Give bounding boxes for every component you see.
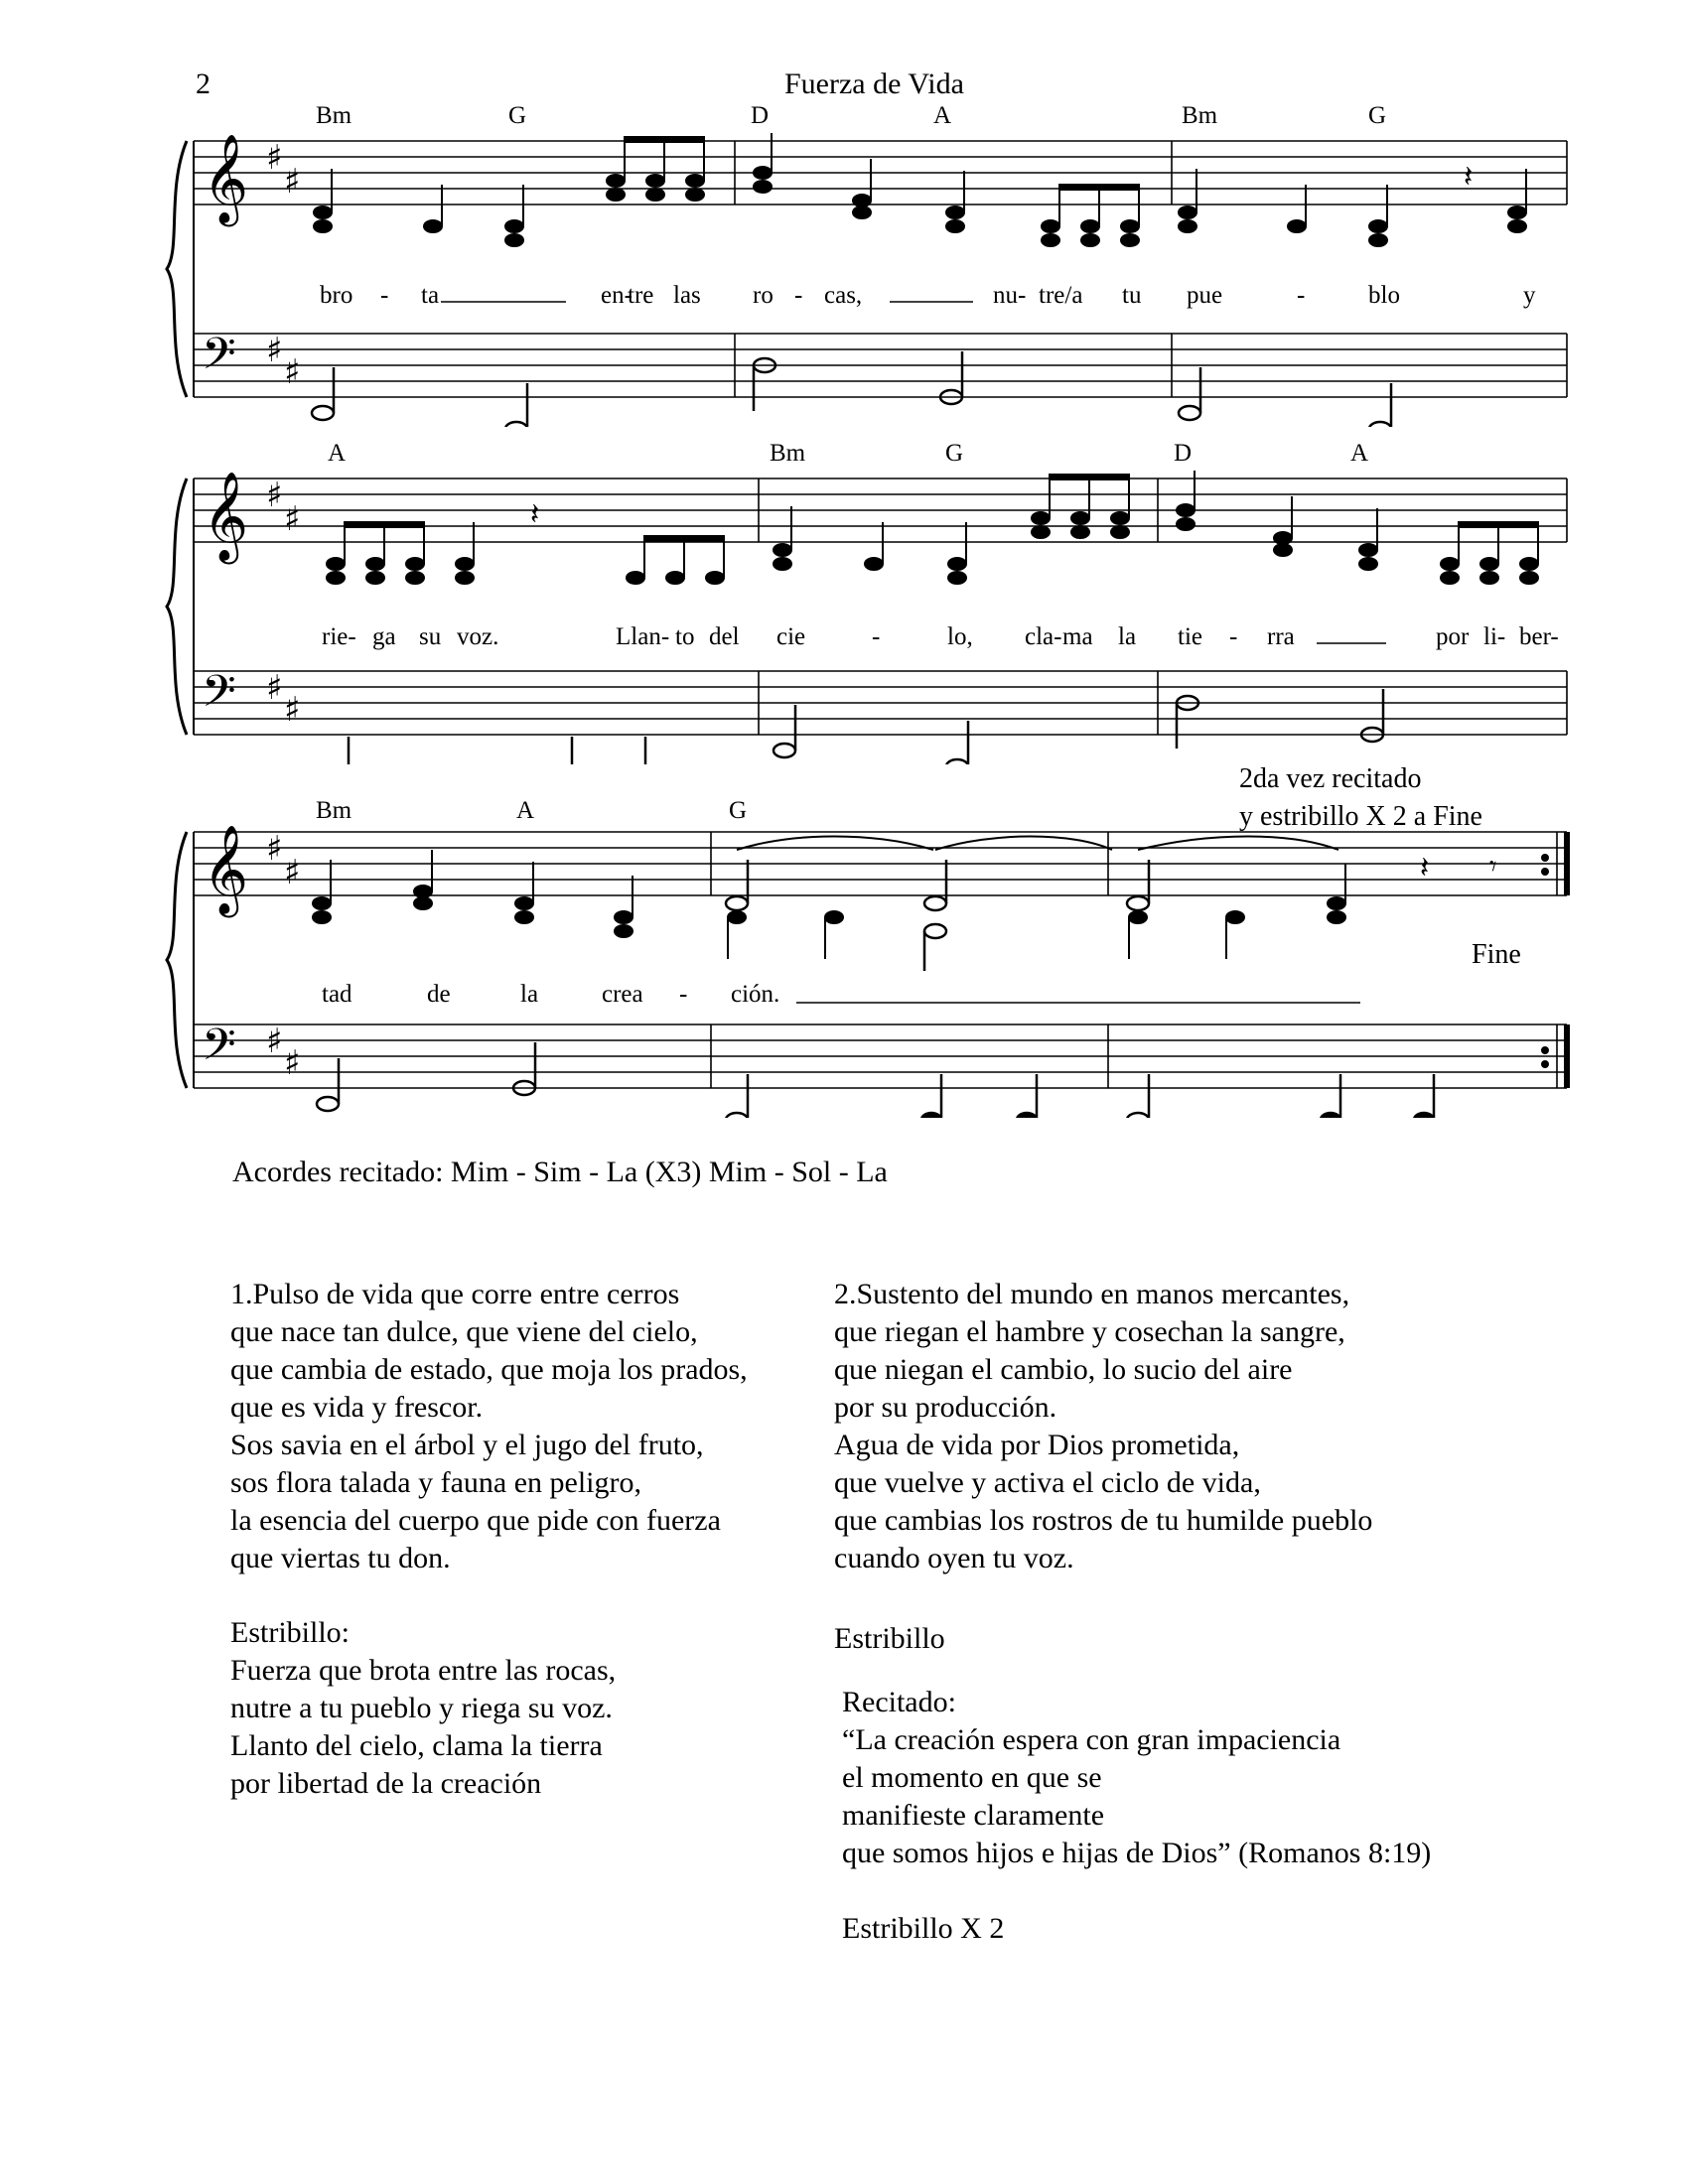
svg-text:𝄽: 𝄽: [1420, 851, 1430, 886]
lyric-syllable: pue: [1187, 282, 1223, 309]
chord-symbol: Bm: [1182, 102, 1218, 129]
lyric-syllable: cla-: [1025, 623, 1062, 650]
lyric-syllable: las: [673, 282, 701, 309]
lyric-syllable: -: [1297, 282, 1306, 309]
chord-symbol: Bm: [316, 102, 352, 129]
lyric-syllable: ber-: [1519, 623, 1559, 650]
performance-note: 2da vez recitado: [1239, 763, 1422, 794]
verse-line: sos flora talada y fauna en peligro,: [230, 1466, 642, 1499]
song-title: Fuerza de Vida: [784, 68, 964, 100]
melisma-lines: [0, 635, 1688, 649]
lyric-syllable: -: [794, 282, 803, 309]
verse-line: 2.Sustento del mundo en manos mercantes,: [834, 1278, 1350, 1310]
verse-line: Agua de vida por Dios prometida,: [834, 1429, 1240, 1461]
fine-marking: Fine: [1472, 939, 1521, 970]
lyric-syllable: de: [427, 981, 451, 1008]
recitado-line: el momento en que se: [842, 1761, 1102, 1794]
svg-text:𝄾: 𝄾: [1489, 850, 1497, 883]
verse-line: que riegan el hambre y cosechan la sangre,: [834, 1315, 1345, 1348]
chorus-line: Llanto del cielo, clama la tierra: [230, 1729, 603, 1762]
grand-staff: [0, 820, 1688, 1118]
lyric-syllable: voz.: [457, 623, 499, 650]
lyric-syllable: tad: [322, 981, 352, 1008]
lyric-syllable: cie: [776, 623, 806, 650]
lyric-syllable: -: [679, 981, 688, 1008]
lyric-syllable: tu: [1122, 282, 1142, 309]
lyric-syllable: blo: [1368, 282, 1400, 309]
lyric-syllable: -: [872, 623, 881, 650]
treble-clef-icon: 𝄞: [203, 134, 249, 223]
grand-staff: [0, 467, 1688, 764]
chorus-label: Estribillo:: [230, 1616, 350, 1649]
chord-symbol: A: [1350, 440, 1369, 467]
svg-text:♯: ♯: [284, 499, 301, 539]
chord-symbol: A: [328, 440, 347, 467]
verse-line: la esencia del cuerpo que pide con fuerza: [230, 1504, 721, 1537]
chorus-line: nutre a tu pueblo y riega su voz.: [230, 1692, 613, 1724]
final-instruction: Estribillo X 2: [842, 1912, 1005, 1945]
lyric-syllable: lo,: [947, 623, 973, 650]
verse-line: que es vida y frescor.: [230, 1391, 484, 1424]
lyric-syllable: li-: [1483, 623, 1506, 650]
lyric-syllable: to: [675, 623, 695, 650]
page-number: 2: [196, 68, 211, 100]
chord-symbol: D: [1174, 440, 1193, 467]
svg-text:♯: ♯: [266, 1022, 283, 1061]
chord-symbol: G: [508, 102, 527, 129]
lyric-syllable: rra: [1267, 623, 1295, 650]
performance-note: y estribillo X 2 a Fine: [1239, 801, 1482, 832]
verse-line: Sos savia en el árbol y el jugo del fruto,: [230, 1429, 704, 1461]
chord-symbol: A: [516, 797, 535, 824]
lyric-syllable: bro: [320, 282, 353, 309]
recitado-label: Recitado:: [842, 1686, 956, 1718]
lyric-syllable: -: [380, 282, 389, 309]
svg-text:♯: ♯: [266, 331, 283, 370]
lyric-syllable: del: [709, 623, 740, 650]
lyric-syllable: tie: [1178, 623, 1202, 650]
lyric-syllable: tre: [628, 282, 654, 309]
chorus-reference: Estribillo: [834, 1622, 945, 1655]
chord-symbol: D: [751, 102, 770, 129]
chord-symbol: Bm: [770, 440, 806, 467]
lyric-syllable: nu-: [993, 282, 1027, 309]
verse-line: que viertas tu don.: [230, 1542, 451, 1574]
lyric-syllable: Llan-: [616, 623, 670, 650]
verse-line: que vuelve y activa el ciclo de vida,: [834, 1466, 1261, 1499]
verse-line: que nace tan dulce, que viene del cielo,: [230, 1315, 698, 1348]
lyric-syllable: tre/a: [1039, 282, 1083, 309]
lyric-syllable: ción.: [731, 981, 780, 1008]
lyric-syllable: ta: [421, 282, 440, 309]
lyric-syllable: cas,: [824, 282, 863, 309]
lyric-syllable: la: [520, 981, 539, 1008]
chord-symbol: G: [1368, 102, 1387, 129]
svg-text:♯: ♯: [266, 476, 283, 515]
lyric-syllable: ma: [1062, 623, 1093, 650]
melisma-lines: [0, 294, 1688, 308]
chord-symbol: G: [945, 440, 964, 467]
chord-symbol: A: [933, 102, 952, 129]
treble-clef-icon: 𝄞: [203, 825, 249, 914]
chorus-line: por libertad de la creación: [230, 1767, 542, 1800]
verse-line: que niegan el cambio, lo sucio del aire: [834, 1353, 1293, 1386]
verse-line: que cambias los rostros de tu humilde pueblo: [834, 1504, 1373, 1537]
svg-text:♯: ♯: [284, 853, 301, 892]
svg-text:♯: ♯: [284, 162, 301, 202]
lyric-syllable: rie-: [322, 623, 356, 650]
lyric-syllable: y: [1523, 282, 1536, 309]
lyric-syllable: crea: [602, 981, 643, 1008]
svg-text:♯: ♯: [266, 668, 283, 708]
svg-text:♯: ♯: [284, 690, 301, 730]
verse-line: que cambia de estado, que moja los prados,: [230, 1353, 748, 1386]
recitado-chords: Acordes recitado: Mim - Sim - La (X3) Mim - Sol - La: [232, 1156, 888, 1188]
treble-clef-icon: 𝄞: [203, 472, 249, 561]
svg-text:♯: ♯: [284, 352, 301, 392]
verse-line: 1.Pulso de vida que corre entre cerros: [230, 1278, 680, 1310]
svg-text:♯: ♯: [284, 1043, 301, 1083]
lyric-syllable: su: [419, 623, 442, 650]
lyric-syllable: -: [1229, 623, 1238, 650]
verse-line: cuando oyen tu voz.: [834, 1542, 1074, 1574]
lyric-syllable: en-: [601, 282, 633, 309]
grand-staff: [0, 129, 1688, 427]
recitado-line: manifieste claramente: [842, 1799, 1105, 1832]
bass-clef-icon: 𝄢: [202, 328, 236, 390]
recitado-line: que somos hijos e hijas de Dios” (Romanos 8:19): [842, 1837, 1432, 1869]
svg-text:𝄽: 𝄽: [1464, 160, 1474, 195]
bass-clef-icon: 𝄢: [202, 1019, 236, 1081]
svg-text:♯: ♯: [266, 829, 283, 869]
melisma-lines: [0, 995, 1688, 1009]
bass-clef-icon: 𝄢: [202, 665, 236, 728]
verse-line: por su producción.: [834, 1391, 1057, 1424]
svg-text:𝄽: 𝄽: [530, 497, 540, 532]
lyric-syllable: por: [1436, 623, 1470, 650]
svg-text:♯: ♯: [266, 138, 283, 178]
lyric-syllable: la: [1118, 623, 1137, 650]
chord-symbol: Bm: [316, 797, 352, 824]
chorus-line: Fuerza que brota entre las rocas,: [230, 1654, 617, 1687]
lyric-syllable: ga: [372, 623, 396, 650]
chord-symbol: G: [729, 797, 748, 824]
recitado-line: “La creación espera con gran impaciencia: [842, 1723, 1341, 1756]
lyric-syllable: ro: [753, 282, 774, 309]
